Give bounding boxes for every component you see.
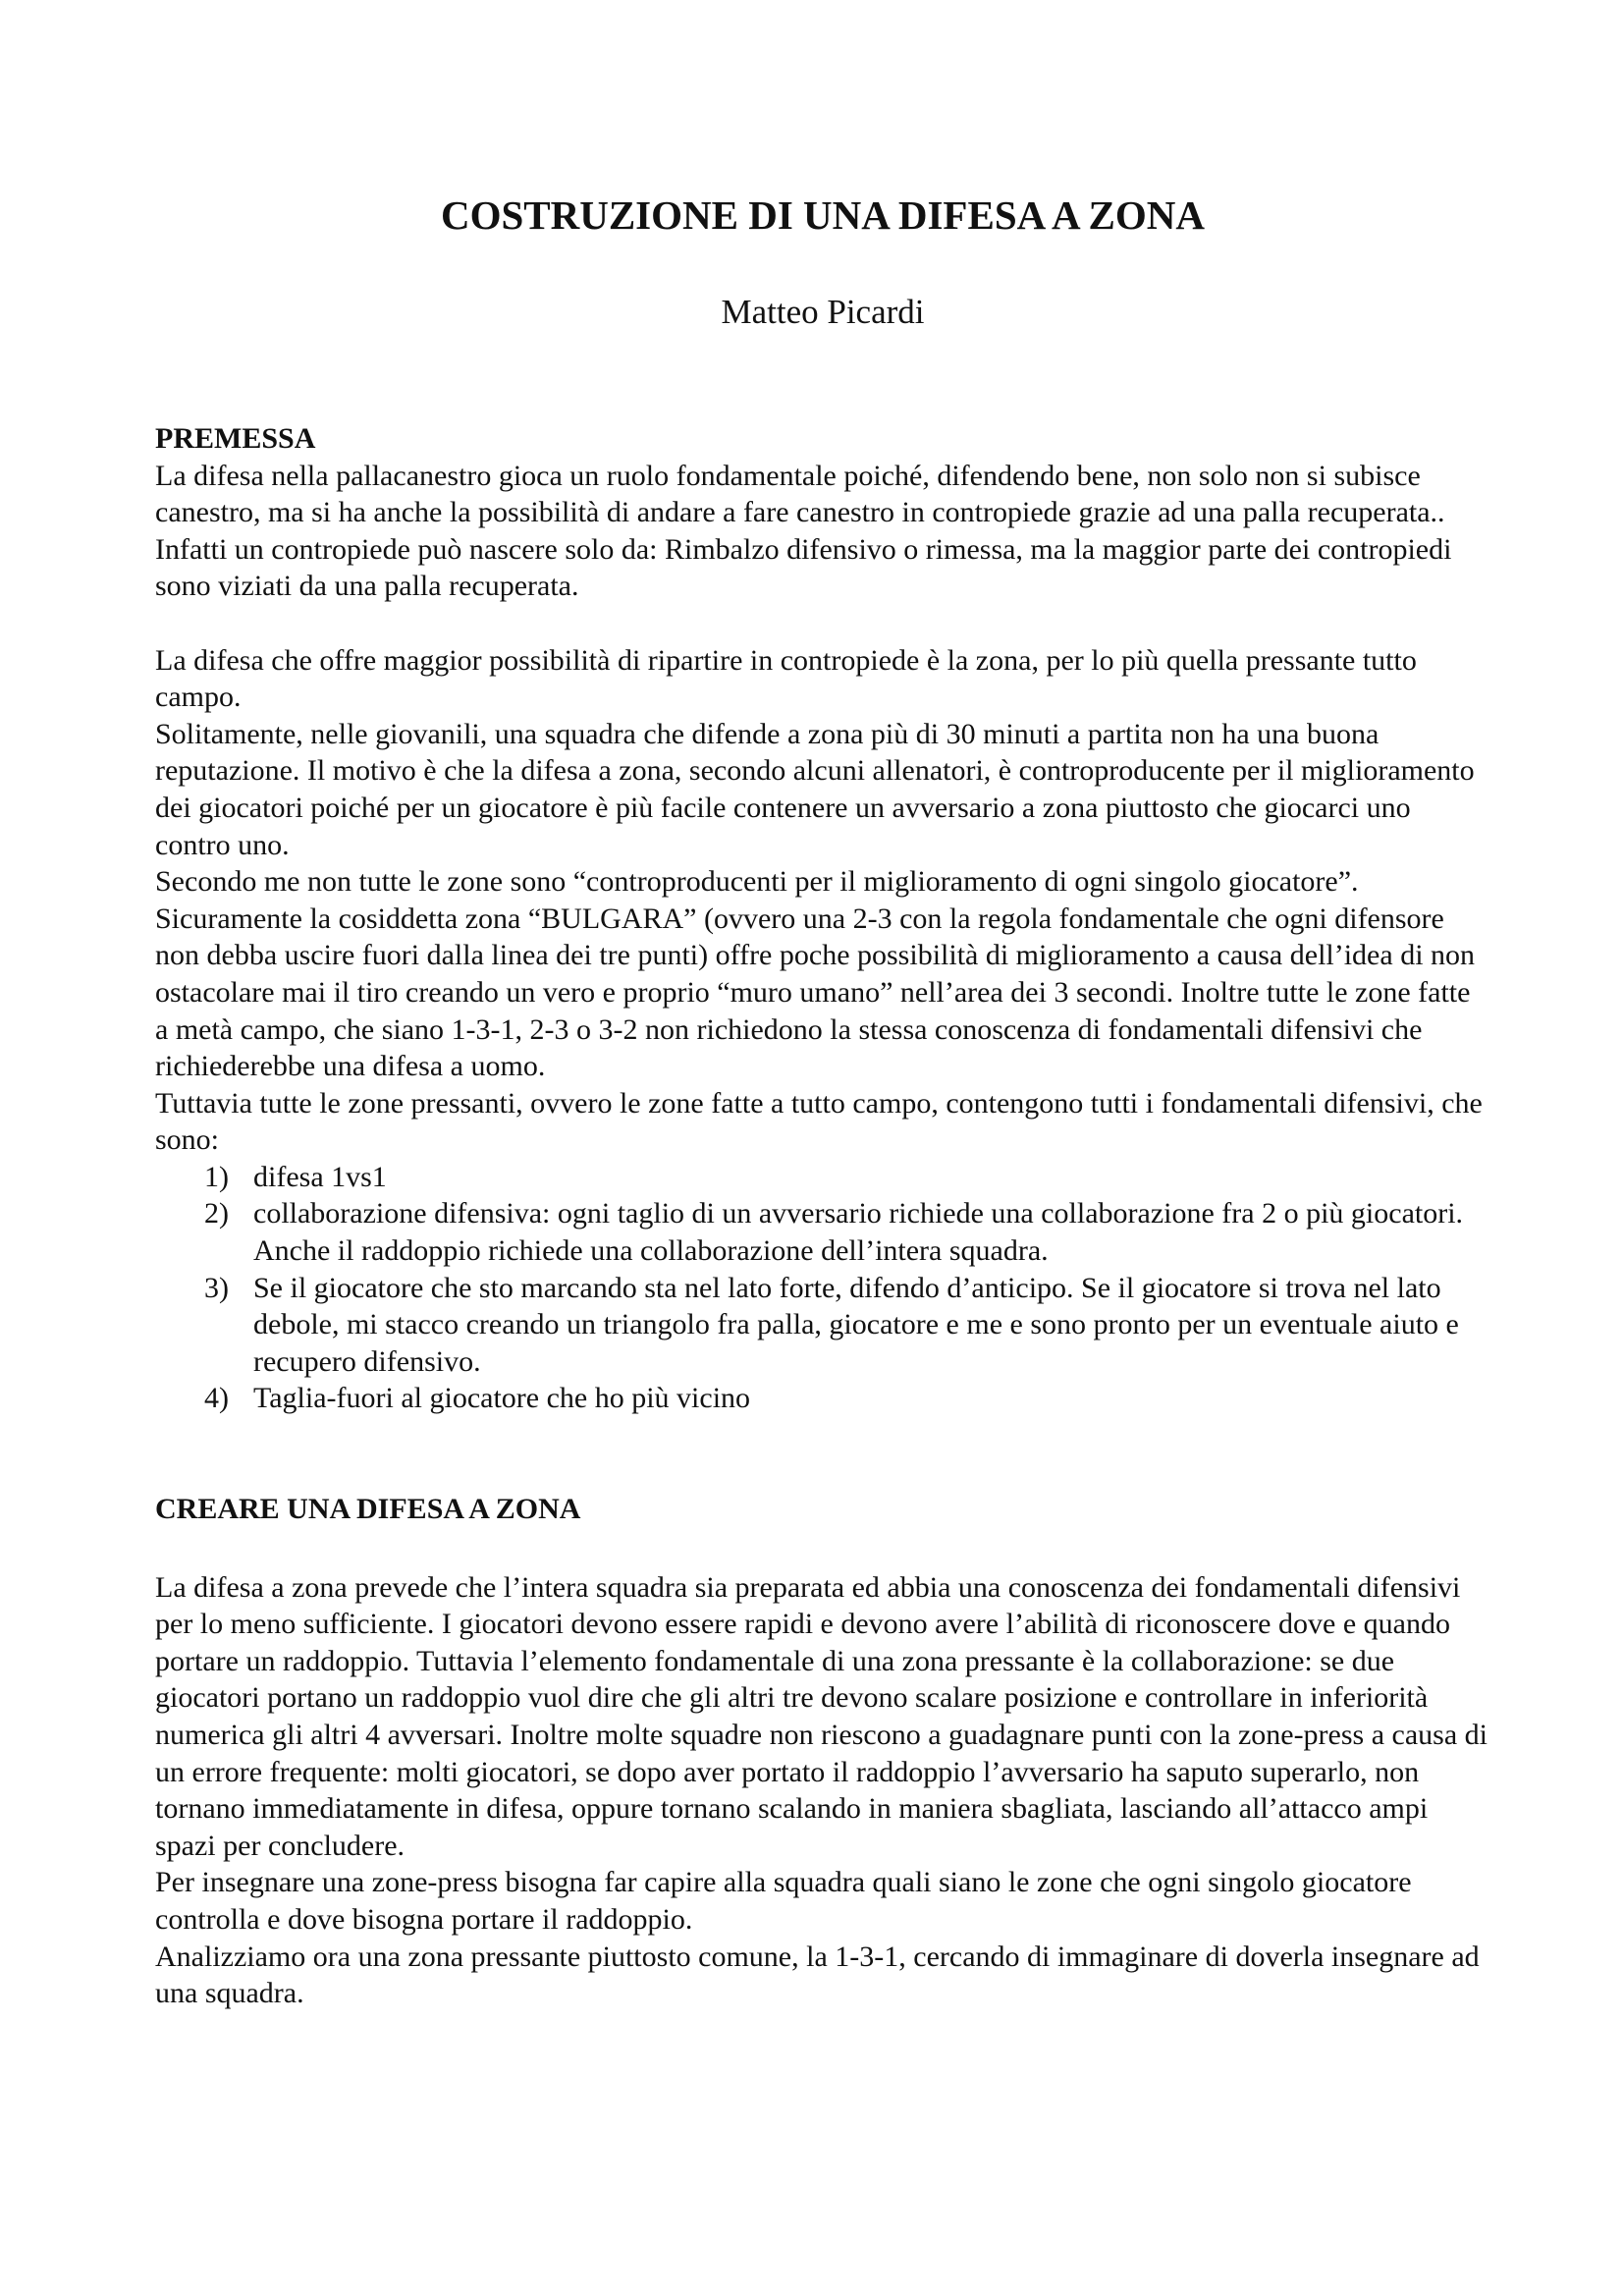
list-item-text: collaborazione difensiva: ogni taglio di un avversario richiede una collaborazione fra 2 o più giocatori. Anche il raddoppio richiede una collaborazione dell’intera squadra. <box>253 1197 1464 1268</box>
section-heading-creare: CREARE UNA DIFESA A ZONA <box>155 1493 581 1526</box>
list-item-text: Taglia-fuori al giocatore che ho più vicino <box>253 1382 751 1415</box>
list-item <box>155 1159 1490 1196</box>
document-title: COSTRUZIONE DI UNA DIFESA A ZONA <box>440 192 1206 238</box>
list-item <box>155 1380 1490 1417</box>
fundamentals-list <box>155 1159 1490 1417</box>
list-item <box>155 1270 1490 1381</box>
paragraph-spacer <box>155 1528 1490 1569</box>
list-item-number: 3) <box>204 1271 229 1304</box>
paragraph: Tuttavia tutte le zone pressanti, ovvero le zone fatte a tutto campo, contengono tutti i fondamentali difensivi, che sono: <box>155 1086 1483 1157</box>
paragraph: Analizziamo ora una zona pressante piuttosto comune, la 1-3-1, cercando di immaginare di doverla insegnare ad una squadra. <box>155 1940 1480 2010</box>
list-item <box>155 1195 1490 1269</box>
paragraph: Secondo me non tutte le zone sono “controproducenti per il miglioramento di ogni singolo giocatore”. Sicuramente la cosiddetta zona “BULGARA” (ovvero una 2-3 con la regola fondamentale che ogni difensore non debba uscire fuori dalla linea dei tre punti) offre poche possibilità di miglioramento a causa dell’idea di non ostacolare mai il tiro creando un vero e proprio “muro umano” nell’area dei 3 secondi. Inoltre tutte le zone fatte a metà campo, che siano 1-3-1, 2-3 o 3-2 non richiedono la stessa conoscenza di fondamentali difensivi che richiederebbe una difesa a uomo. <box>155 865 1476 1083</box>
list-item-number: 4) <box>204 1382 229 1415</box>
list-item-number: 2) <box>204 1197 229 1230</box>
list-item-text: Se il giocatore che sto marcando sta nel lato forte, difendo d’anticipo. Se il giocatore si trova nel lato debole, mi stacco creando un triangolo fra palla, giocatore e me e sono pronto per un eventuale aiuto e recupero difensivo. <box>253 1271 1459 1378</box>
paragraph: La difesa a zona prevede che l’intera squadra sia preparata ed abbia una conoscenza dei fondamentali difensivi per lo meno sufficiente. I giocatori devono essere rapidi e devono avere l’abilità di riconoscere dove e quando portare un raddoppio. Tuttavia l’elemento fondamentale di una zona pressante è la collaborazione: se due giocatori portano un raddoppio vuol dire che gli altri tre devono scalare posizione e controllare in inferiorità numerica gli altri 4 avversari. Inoltre molte squadre non riescono a guadagnare punti con la zone-press a causa di un errore frequente: molti giocatori, se dopo aver portato il raddoppio l’avversario ha saputo superarlo, non tornano immediatamente in difesa, oppure tornano scalando in maniera sbagliata, lasciando all’attacco ampi spazi per concludere. <box>155 1570 1488 1862</box>
paragraph: Solitamente, nelle giovanili, una squadra che difende a zona più di 30 minuti a partita non ha una buona reputazione. Il motivo è che la difesa a zona, secondo alcuni allenatori, è controproducente per il miglioramento dei giocatori poiché per un giocatore è più facile contenere un avversario a zona piuttosto che giocarci uno contro uno. <box>155 717 1475 861</box>
paragraph: La difesa nella pallacanestro gioca un ruolo fondamentale poiché, difendendo bene, non solo non si subisce canestro, ma si ha anche la possibilità di andare a fare canestro in contropiede grazie ad una palla recuperata.. Infatti un contropiede può nascere solo da: Rimbalzo difensivo o rimessa, ma la maggior parte dei contropiedi sono viziati da una palla recuperata. <box>155 459 1452 603</box>
document-page <box>155 191 1490 2012</box>
paragraph-spacer <box>155 605 1490 642</box>
section-heading-premessa: PREMESSA <box>155 422 316 455</box>
paragraph: Per insegnare una zone-press bisogna far capire alla squadra quali siano le zone che ogni singolo giocatore controlla e dove bisogna portare il raddoppio. <box>155 1866 1412 1936</box>
paragraph: La difesa che offre maggior possibilità di ripartire in contropiede è la zona, per lo più quella pressante tutto campo. <box>155 643 1417 714</box>
list-item-text: difesa 1vs1 <box>253 1160 387 1193</box>
list-item-number: 1) <box>204 1160 229 1193</box>
document-author: Matteo Picardi <box>721 293 925 331</box>
